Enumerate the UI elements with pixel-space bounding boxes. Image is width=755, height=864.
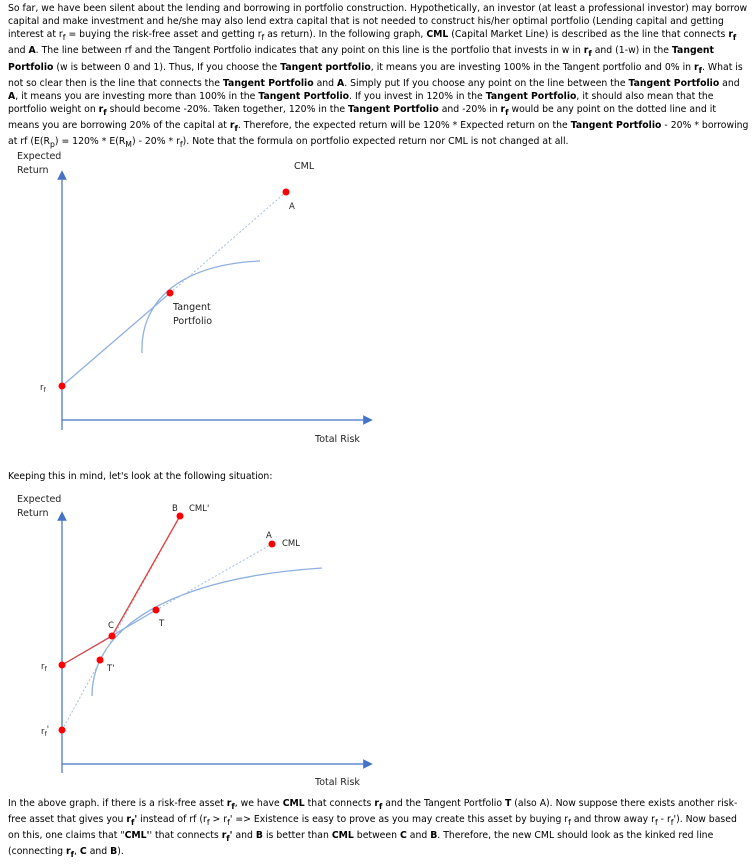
point-t-prime-label: T' — [107, 664, 115, 674]
text: as return). In the following graph, — [264, 29, 427, 41]
text: . Simply put If you choose any point on the line between the — [344, 77, 629, 89]
cml-dotted-segment — [156, 544, 272, 610]
text: (Capital Market Line) is described as the line that connects — [448, 29, 729, 41]
text: and — [719, 77, 740, 89]
bold-term: Tangent portfolio — [280, 61, 371, 73]
bold-term: A — [337, 77, 345, 89]
rf-prime-point — [59, 727, 66, 734]
bold-term: CML — [426, 29, 449, 41]
rf-label: $r_f$ — [40, 383, 46, 394]
cml-solid-segment — [62, 293, 170, 386]
text: . What is not so clear then is the line that connects the — [8, 61, 743, 89]
cml-label: CML — [282, 539, 301, 549]
text: should become -20%. Taken together, 120% in the — [106, 104, 349, 115]
point-a-label: A — [289, 202, 295, 212]
y-axis-label-line1: Expected — [17, 494, 62, 505]
text: , it should also mean that the portfolio weight on — [8, 90, 714, 115]
bold-term: $r_f$ — [229, 120, 238, 133]
transition-text: Keeping this in mind, let's look at the following situation: — [8, 471, 273, 482]
bold-term: Tangent Portfolio — [222, 77, 314, 89]
conclusion-paragraph: In the above graph. if there is a risk-free asset $r_f$, we have CML that connects $r_f$ and the Tangent Portfolio T (also A). Now suppose there exists another risk-free asset that gives you $r_f'$ instead of rf ($r_f > r_f'$ => Existence is easy to prove as you may create this asset by buying $r_f$ and throw away $r_f - r_f'$). Now based on this, one claims that "CML'' that connects $r_f'$ and B is better than CML between C and B. Therefore, the new CML should look as the kinked red line (connecting $r_f$, C and B). — [8, 798, 738, 860]
bold-term: $r_f$ — [500, 104, 509, 117]
bold-term: Tangent Portfolio — [258, 90, 350, 102]
bold-term: Tangent Portfolio — [8, 45, 714, 73]
tangent-label-line1: Tangent — [173, 302, 211, 313]
bold-term: Tangent Portfolio — [570, 120, 662, 132]
text-sub: f — [179, 139, 183, 149]
point-t — [153, 607, 160, 614]
text: and — [8, 45, 29, 57]
text: . Therefore, the expected return will be 120% * Expected return on the — [237, 120, 571, 132]
cml-prime-label: CML' — [189, 504, 210, 514]
x-axis-label: Total Risk — [315, 434, 360, 445]
rf-point — [59, 383, 66, 390]
point-c — [109, 633, 116, 640]
text: , it means you are investing more than 100% in the — [15, 90, 259, 102]
text: = buying the risk-free asset and getting r — [65, 29, 262, 41]
text-sub: M — [125, 139, 132, 149]
tangent-label-line2: Portfolio — [173, 316, 213, 327]
text: and (1-w) in the — [591, 45, 672, 57]
bold-term: A — [8, 90, 16, 102]
bold-term: Tangent Portfolio — [348, 104, 439, 115]
point-a — [283, 189, 290, 196]
text: ). Note that the formula on portfolio expected return nor CML is not changed at all. — [182, 136, 569, 148]
bold-term: $r_f$ — [583, 45, 592, 59]
cml-label: CML — [294, 161, 315, 172]
bold-term: Tangent Portfolio — [485, 90, 577, 102]
text: . The line between rf and the Tangent Portfolio indicates that any point on this line is the portfolio that invests in w in — [35, 45, 584, 57]
bold-term: $r_f$ — [98, 104, 107, 117]
y-axis-label-line2: Return — [17, 165, 49, 176]
text: (w is between 0 and 1). Thus, If you choose the — [53, 61, 281, 73]
text: would be any point on the dotted line and it means you are borrowing 20% of the capital at — [8, 104, 716, 132]
y-axis-label-line2: Return — [17, 508, 49, 519]
text: and — [313, 77, 338, 89]
cml-dotted-segment — [170, 192, 286, 293]
text: ) = 120% * E(R — [54, 136, 126, 148]
bold-term: $r_f$ — [728, 29, 737, 43]
text-sub: f — [261, 33, 265, 43]
bold-term: $r_f$ — [694, 61, 702, 75]
y-axis-label-line1: Expected — [17, 151, 62, 162]
point-t-prime — [97, 657, 104, 664]
point-a — [269, 541, 276, 548]
tangent-portfolio-point — [167, 290, 174, 297]
text-sub: f — [62, 33, 66, 43]
efficient-frontier — [92, 568, 322, 696]
bold-term: Tangent Portfolio — [628, 77, 720, 89]
point-c-label: C — [108, 621, 114, 631]
point-a-label: A — [266, 531, 272, 541]
text: So far, we have been silent about the lending and borrowing in portfolio construction. Hypothetically, an investor (at least a professional investor) may borrow capital and make investment and he/she may also lend extra capital that is not needed to construct his/her optimal portfolio (Lending capital and getting interest at r — [8, 3, 748, 41]
text: . If you invest in 120% in the — [349, 90, 486, 102]
rf-prime-label: $r_f'$ — [41, 725, 50, 738]
kinked-cml-diagram — [0, 488, 755, 798]
bold-term: A — [28, 45, 36, 57]
text: , it means you are investing 100% in the Tangent portfolio and 0% in — [370, 61, 695, 73]
intro-paragraph — [8, 2, 750, 151]
text: ) - 20% * r — [131, 136, 180, 148]
cml-diagram — [0, 145, 755, 455]
text-sub: p — [49, 139, 55, 149]
rf-point — [59, 662, 66, 669]
point-t-label: T — [159, 619, 165, 629]
rf-label: $r_f$ — [41, 662, 47, 673]
text: - 20% * borrowing at rf (E(R — [8, 120, 749, 148]
text: and -20% in — [438, 104, 501, 115]
x-axis-label: Total Risk — [315, 777, 360, 788]
point-b-label: B — [172, 504, 178, 514]
kinked-red-segment-2 — [112, 516, 180, 636]
